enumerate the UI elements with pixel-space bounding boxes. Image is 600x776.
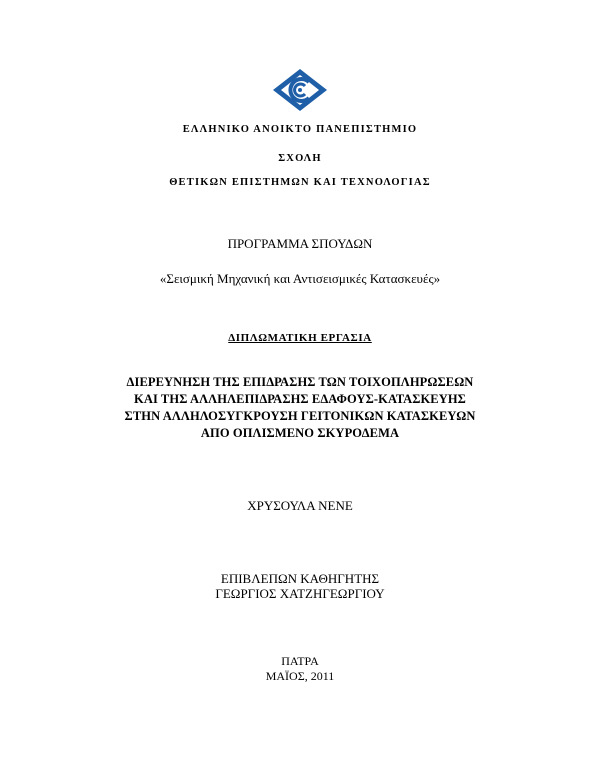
program-label: ΠΡΟΓΡΑΜΜΑ ΣΠΟΥΔΩΝ bbox=[227, 236, 373, 251]
thesis-title-line-2: ΚΑΙ ΤΗΣ ΑΛΛΗΛΕΠΙΔΡΑΣΗΣ ΕΔΑΦΟΥΣ-ΚΑΤΑΣΚΕΥΗΣ bbox=[134, 392, 466, 406]
document-type: ΔΙΠΛΩΜΑΤΙΚΗ ΕΡΓΑΣΙΑ bbox=[228, 332, 372, 344]
program-name: «Σεισμική Μηχανική και Αντισεισμικές Κατασκευές» bbox=[159, 271, 441, 286]
faculty-name: ΘΕΤΙΚΩΝ ΕΠΙΣΤΗΜΩΝ ΚΑΙ ΤΕΧΝΟΛΟΓΙΑΣ bbox=[169, 177, 431, 188]
university-name: ΕΛΛΗΝΙΚΟ ΑΝΟΙΚΤΟ ΠΑΝΕΠΙΣΤΗΜΙΟ bbox=[182, 124, 418, 135]
city: ΠΑΤΡΑ bbox=[281, 654, 319, 668]
thesis-title-line-3: ΣΤΗΝ ΑΛΛΗΛΟΣΥΓΚΡΟΥΣΗ ΓΕΙΤΟΝΙΚΩΝ ΚΑΤΑΣΚΕΥΩΝ bbox=[124, 409, 476, 423]
author-name: ΧΡΥΣΟΥΛΑ ΝΕΝΕ bbox=[247, 498, 353, 513]
thesis-title-line-4: ΑΠΟ ΟΠΛΙΣΜΕΝΟ ΣΚΥΡΟΔΕΜΑ bbox=[200, 426, 400, 440]
university-logo-icon bbox=[272, 68, 328, 112]
date: ΜΑΪΟΣ, 2011 bbox=[265, 669, 335, 683]
school-label: ΣΧΟΛΗ bbox=[278, 153, 322, 164]
supervisor-role: ΕΠΙΒΛΕΠΩΝ ΚΑΘΗΓΗΤΗΣ bbox=[220, 571, 380, 586]
supervisor-name: ΓΕΩΡΓΙΟΣ ΧΑΤΖΗΓΕΩΡΓΙΟΥ bbox=[215, 586, 385, 601]
thesis-title-line-1: ΔΙΕΡΕΥΝΗΣΗ ΤΗΣ ΕΠΙΔΡΑΣΗΣ ΤΩΝ ΤΟΙΧΟΠΛΗΡΩΣΕΩΝ bbox=[126, 375, 474, 389]
